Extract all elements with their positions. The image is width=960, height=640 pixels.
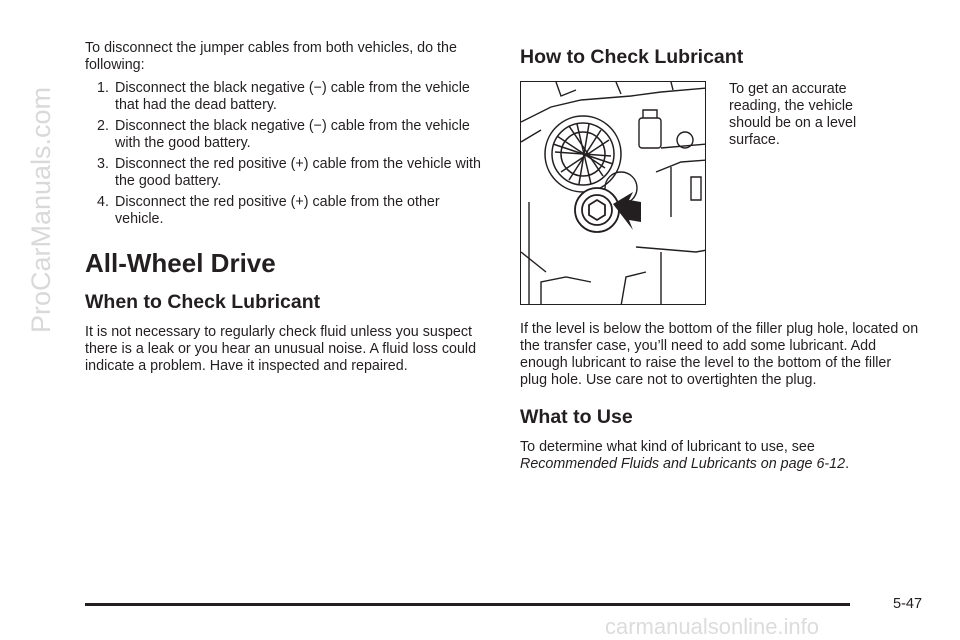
what-to-use-body bbox=[520, 439, 920, 473]
check-lubricant-body: If the level is below the bottom of the filler plug hole, located on the transfer case, you’ll need to add some lubricant. Add enough lubricant to raise the level to the bottom of the filler plug hole. Use care not to overtighten the plug. bbox=[520, 321, 919, 388]
how-to-check-title: How to Check Lubricant bbox=[520, 46, 744, 68]
subsection-body: It is not necessary to regularly check fluid unless you suspect there is a leak or you hear an unusual noise. A fluid loss could indicate a problem. Have it inspected and repaired. bbox=[85, 324, 477, 374]
step-text: Disconnect the red positive (+) cable from the other vehicle. bbox=[115, 194, 440, 227]
what-to-use-title: What to Use bbox=[520, 406, 633, 428]
step-text: Disconnect the black negative (−) cable from the vehicle with the good battery. bbox=[115, 118, 470, 151]
figure-row bbox=[520, 81, 920, 305]
right-column bbox=[520, 40, 920, 473]
step-number: 3. bbox=[97, 156, 109, 172]
subsection-title: When to Check Lubricant bbox=[85, 291, 321, 313]
intro-text: To disconnect the jumper cables from both vehicles, do the following: bbox=[85, 40, 457, 73]
list-item bbox=[85, 156, 490, 190]
section-title: All-Wheel Drive bbox=[85, 248, 276, 278]
transfer-case-illustration bbox=[520, 81, 706, 305]
what-to-use-end: . bbox=[845, 456, 850, 472]
list-item bbox=[85, 80, 490, 114]
side-watermark: ProCarManuals.com bbox=[26, 86, 56, 334]
step-number: 4. bbox=[97, 194, 109, 210]
fluids-reference-link[interactable]: Recommended Fluids and Lubricants on page 6-12 bbox=[520, 456, 846, 472]
page-number: 5-47 bbox=[893, 596, 923, 612]
step-text: Disconnect the black negative (−) cable from the vehicle that had the dead battery. bbox=[115, 80, 470, 113]
step-number: 2. bbox=[97, 118, 109, 134]
step-number: 1. bbox=[97, 80, 109, 96]
footer-rule bbox=[85, 603, 850, 606]
list-item bbox=[85, 194, 490, 228]
steps-list bbox=[85, 80, 490, 228]
figure-caption: To get an accurate reading, the vehicle should be on a level surface. bbox=[729, 81, 857, 148]
step-text: Disconnect the red positive (+) cable from the vehicle with the good battery. bbox=[115, 156, 481, 189]
left-column bbox=[85, 40, 490, 375]
filler-plug-drawing bbox=[521, 82, 706, 305]
what-to-use-text: To determine what kind of lubricant to use, see bbox=[520, 439, 815, 455]
bottom-watermark: carmanualsonline.info bbox=[605, 614, 820, 639]
list-item bbox=[85, 118, 490, 152]
